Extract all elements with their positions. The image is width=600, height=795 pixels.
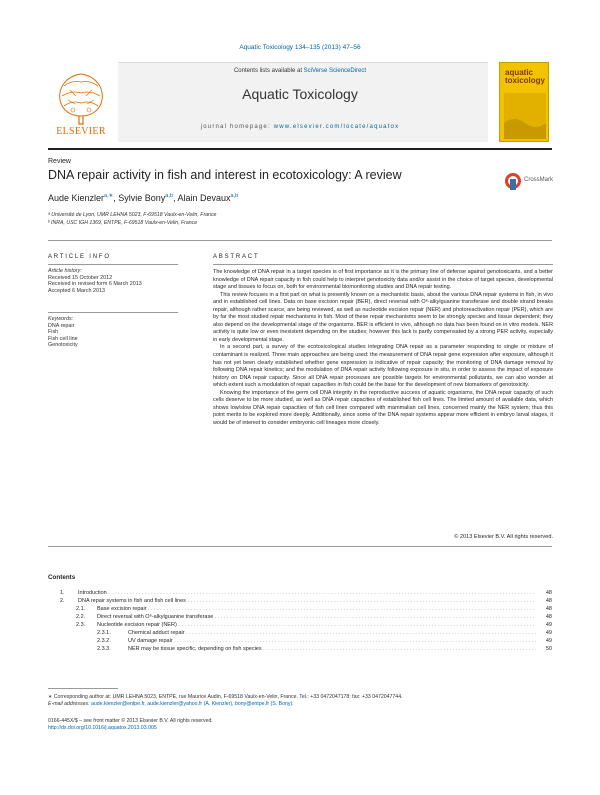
toc-page: 48 xyxy=(545,606,552,612)
journal-cover-thumbnail[interactable] xyxy=(499,62,549,142)
corresponding-author-note: ∗ Corresponding author at: UMR LEHNA 5023, ENTPE, rue Maurice Audin, F-69518 Vaulx-en-Velin, France. Tel.: +33 0472047178; fax: +33 0472047744. xyxy=(48,694,403,700)
toc-label[interactable]: Introduction . . . xyxy=(78,590,536,596)
cover-title: aquatic toxicology xyxy=(505,68,546,85)
author-affiliation-marker[interactable]: a,b xyxy=(165,193,173,199)
journal-name: Aquatic Toxicology xyxy=(242,86,358,102)
publisher-logo-text: ELSEVIER xyxy=(56,126,106,137)
toc-label[interactable]: Direct reversal with O⁶-alkylguanine transferase . . . xyxy=(97,614,536,620)
article-info-rule xyxy=(48,264,178,265)
author-affiliation-marker[interactable]: a,b xyxy=(230,193,239,199)
footnote-rule xyxy=(48,688,118,689)
footnotes xyxy=(48,694,552,708)
bottom-matter xyxy=(48,718,213,732)
issn-line: 0166-445X/$ – see front matter © 2013 Elsevier B.V. All rights reserved. xyxy=(48,718,213,724)
sciencedirect-link[interactable]: SciVerse ScienceDirect xyxy=(303,68,367,74)
toc-label[interactable]: NER may be tissue specific, depending on fish species . . . xyxy=(128,646,536,652)
toc-page: 49 xyxy=(545,638,552,644)
article-info-heading: ARTICLE INFO xyxy=(48,254,111,260)
toc-entry[interactable] xyxy=(48,614,552,622)
toc-page: 49 xyxy=(545,622,552,628)
contents-heading: Contents xyxy=(48,574,76,581)
toc-page: 48 xyxy=(545,614,552,620)
abstract-body xyxy=(213,269,553,427)
toc-page: 49 xyxy=(545,630,552,636)
toc-number: 2.3.1. xyxy=(97,630,111,636)
affiliation-b: ᵇ INRA, USC IGH 1369, ENTPE, F-69518 Vaulx-en-Velin, France xyxy=(48,220,198,226)
abstract-heading: ABSTRACT xyxy=(213,254,260,260)
header-divider xyxy=(48,148,552,150)
toc-label[interactable]: Base excision repair . . . xyxy=(97,606,536,612)
abstract-rule xyxy=(213,264,553,265)
history-accepted: Accepted 6 March 2013 xyxy=(48,287,105,294)
abstract-paragraph: In a second part, a survey of the ecotoxicological studies integrating DNA repair as a parameter responding to single or mixture of contaminant is realized. Three main approaches are being used: the measurement of DNA repair gene expression after exposure, although it has not yet been clearly established whether gene expression is indicative of repair capacity; the monitoring of DNA damage removal by following DNA repair kinetics; and the modulation of DNA repair activity following exposure in situ, in order to assess the impact of exposure history on DNA repair capacity. Since all DNA repair processes are possible targets for environmental pollutants, we can also wonder at which extent such a modulation of repair capacities in fish could be the base for the development of new biomarkers of genotoxicity. xyxy=(213,344,553,389)
toc-number: 2.3. xyxy=(76,622,86,628)
crossmark-icon xyxy=(504,172,522,192)
elsevier-logo xyxy=(48,66,114,142)
doi-link[interactable]: http://dx.doi.org/10.1016/j.aquatox.2013.03.005 xyxy=(48,725,157,731)
keyword: DNA repair xyxy=(48,322,75,329)
toc-number: 1. xyxy=(60,590,65,596)
toc-entry[interactable] xyxy=(48,622,552,630)
toc-page: 48 xyxy=(545,590,552,596)
journal-reference[interactable]: Aquatic Toxicology 134–135 (2013) 47–56 xyxy=(239,44,361,51)
keywords-label: Keywords: xyxy=(48,316,74,322)
cover-image xyxy=(504,93,546,139)
contents-prefix: Contents lists available at xyxy=(233,68,302,74)
article-type: Review xyxy=(48,158,71,165)
keyword: Fish cell line xyxy=(48,335,78,342)
author-list: Aude Kienzler$^{a,∗}$, Sylvie Bony$^{a,b}$, Alain Devaux$^{a,b}$ xyxy=(48,193,239,203)
email-label: E-mail addresses: xyxy=(48,701,90,707)
toc-label[interactable]: UV damage repair . . . xyxy=(128,638,536,644)
keyword: Genotoxicity xyxy=(48,342,78,349)
abstract-copyright: © 2013 Elsevier B.V. All rights reserved. xyxy=(454,534,553,540)
keywords-block xyxy=(48,316,178,349)
toc-number: 2.3.3. xyxy=(97,646,111,652)
keywords-rule xyxy=(48,312,178,313)
toc-entry[interactable] xyxy=(48,646,552,654)
abstract-paragraph: Knowing the importance of the germ cell DNA integrity in the reproductive success of aquatic organisms, the DNA repair capacity of such cells deserve to be more studied, as well as DNA repair capacities of established fish cell lines. The limited amount of available data, which shows low/slow DNA repair capacities of fish cell lines compared with mammalian cell lines, concerned mainly the NER system; thus this point merits to be explored more deeply. Additionally, since some of the DNA repair systems appear more efficient in embryo larval stages, it would be of interest to consider embryonic cell lineages more closely. xyxy=(213,389,553,426)
keyword: Fish xyxy=(48,329,59,336)
author-affiliation-marker[interactable]: a,∗ xyxy=(104,193,114,199)
toc-page: 50 xyxy=(545,646,552,652)
email-note xyxy=(48,701,552,708)
toc-number: 2.2. xyxy=(76,614,86,620)
history-revised: Received in revised form 6 March 2013 xyxy=(48,281,142,288)
homepage-link[interactable]: www.elsevier.com/locate/aquatox xyxy=(273,124,400,130)
abstract-paragraph: This review focuses in a first part on what is presently known on a mechanistic basis, about the various DNA repair systems in fish, in vivo and in established cell lines. Data on base excision repair (BER), direct reversal with O⁶-alkylguanine transferase and double strand breaks repair, although rather scarce, are being reviewed, as well as nucleotide excision repair (NER) and photoreactivation repair (PER), which are by far the most studied repair mechanisms in fish. Most of these repair mechanisms seem to be strongly species and tissue dependent; they also depend on the developmental stage of the organisms. BER is efficient in vivo, although no data has been found on in vitro models. NER activity is quite low or even inexistent depending on the studies; however this lack is partly compensated by a strong PER activity, especially in early developmental stage. xyxy=(213,291,553,343)
toc-entry[interactable] xyxy=(48,630,552,638)
history-received: Received 15 October 2012 xyxy=(48,274,113,281)
toc-number: 2. xyxy=(60,598,65,604)
abstract-paragraph: The knowledge of DNA repair in a target species is of first importance as it is the primary line of defense against genotoxicants, and a better knowledge of DNA repair capacity in fish could help to interpret genotoxicity data and/or assist in the choice of target species, developmental stage and tissues to focus on, both for environmental biomonitoring studies and DNA repair testing. xyxy=(213,269,553,291)
affiliation-a: ᵃ Université de Lyon, UMR LEHNA 5023, F-69518 Vaulx-en-Velin, France xyxy=(48,212,217,218)
journal-header-box xyxy=(118,62,488,142)
toc-label[interactable]: DNA repair systems in fish and fish cell lines . . . xyxy=(78,598,536,604)
crossmark-label: CrossMark xyxy=(524,177,554,183)
homepage-prefix: journal homepage: xyxy=(200,124,271,130)
toc-entry[interactable] xyxy=(48,606,552,614)
toc-page: 48 xyxy=(545,598,552,604)
author-name: Aude Kienzler xyxy=(48,193,105,203)
affiliation-divider xyxy=(48,240,552,241)
toc-label[interactable]: Nucleotide excision repair (NER) . . . xyxy=(97,622,536,628)
history-label: Article history: xyxy=(48,268,82,274)
crossmark-badge[interactable] xyxy=(504,170,552,194)
table-of-contents xyxy=(48,590,552,654)
article-history xyxy=(48,268,178,294)
abstract-bottom-rule xyxy=(48,546,552,547)
author-name: Alain Devaux xyxy=(177,193,231,203)
toc-entry[interactable] xyxy=(48,638,552,646)
toc-number: 2.3.2. xyxy=(97,638,111,644)
toc-entry[interactable] xyxy=(48,590,552,598)
author-name: Sylvie Bony xyxy=(118,193,166,203)
email-addresses[interactable]: aude.kienzler@entpe.fr, aude.kienzler@yahoo.fr (A. Kienzler), bony@entpe.fr (S. Bony). xyxy=(90,701,294,707)
toc-number: 2.1. xyxy=(76,606,86,612)
article-title: DNA repair activity in fish and interest in ecotoxicology: A review xyxy=(48,168,402,182)
toc-entry[interactable] xyxy=(48,598,552,606)
toc-label[interactable]: Chemical adduct repair . . . xyxy=(128,630,536,636)
